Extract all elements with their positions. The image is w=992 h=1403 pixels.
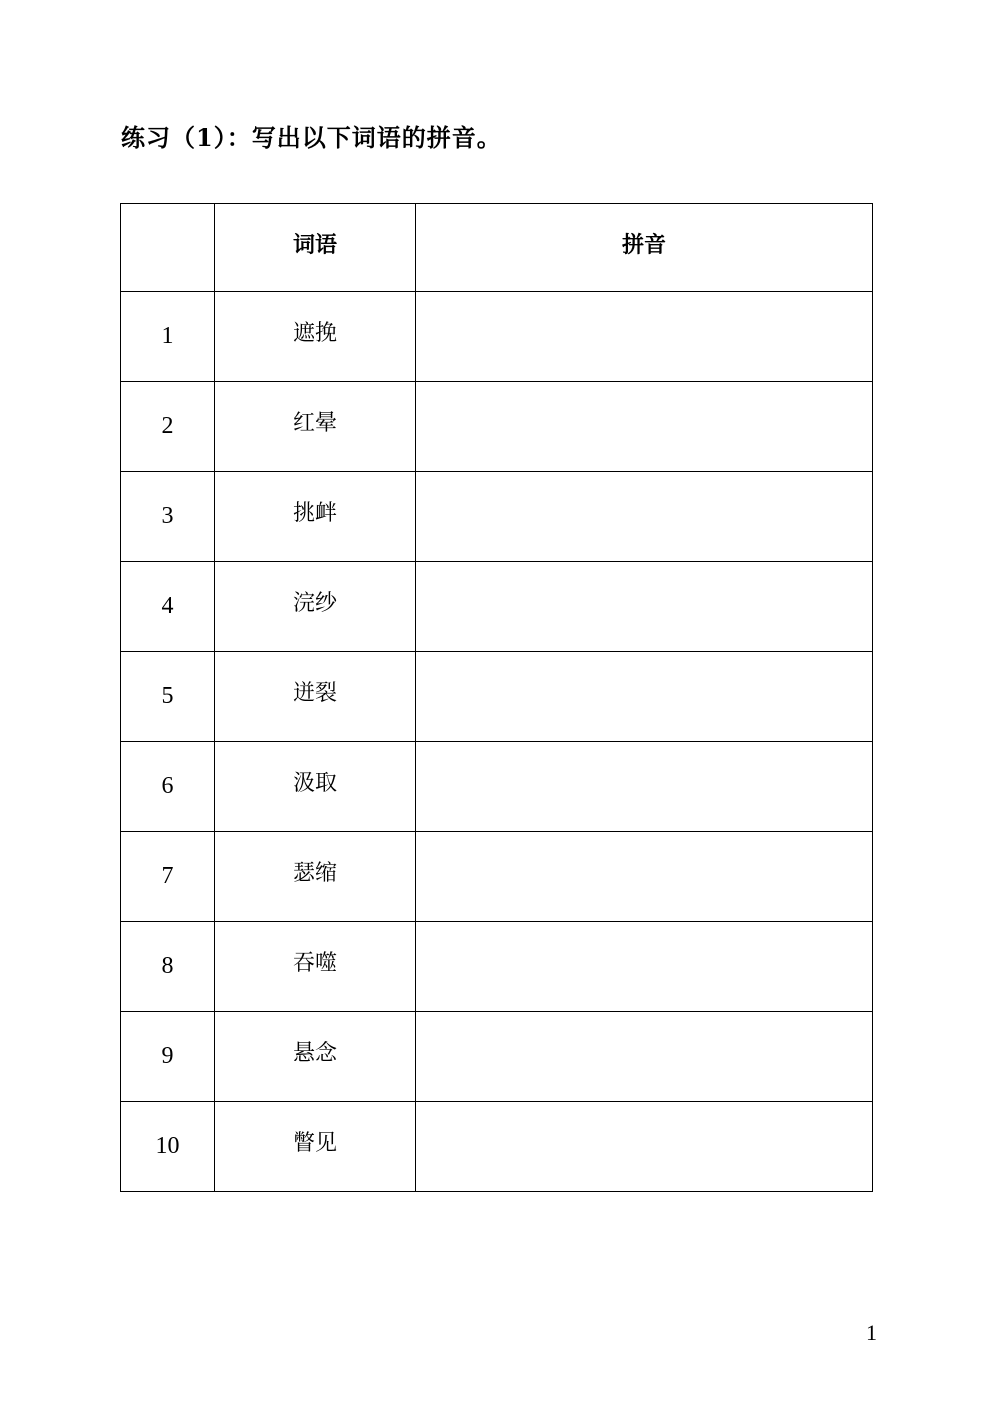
row-word: 迸裂 [215,652,416,742]
row-word: 瞥见 [215,1102,416,1192]
table-row [121,652,873,742]
row-pinyin-blank[interactable] [416,382,873,472]
row-number: 3 [121,472,215,562]
row-number: 9 [121,1012,215,1102]
table-row [121,292,873,382]
table-row [121,742,873,832]
page-number: 1 [866,1320,877,1345]
row-pinyin-blank[interactable] [416,472,873,562]
row-number: 1 [121,292,215,382]
row-number: 8 [121,922,215,1012]
row-number: 6 [121,742,215,832]
row-word: 挑衅 [215,472,416,562]
row-word: 汲取 [215,742,416,832]
header-pinyin: 拼音 [416,204,873,292]
row-pinyin-blank[interactable] [416,562,873,652]
pinyin-exercise-table [120,203,873,1192]
row-number: 4 [121,562,215,652]
row-word: 遮挽 [215,292,416,382]
row-number: 10 [121,1102,215,1192]
table-row [121,472,873,562]
row-word: 浣纱 [215,562,416,652]
header-word: 词语 [215,204,416,292]
table-row [121,562,873,652]
row-word: 红晕 [215,382,416,472]
table-row [121,922,873,1012]
row-word: 悬念 [215,1012,416,1102]
table-header-row [121,204,873,292]
row-pinyin-blank[interactable] [416,1102,873,1192]
exercise-title: 练习（1）：写出以下词语的拼音。 [121,123,502,152]
table-row [121,1102,873,1192]
table-row [121,832,873,922]
row-pinyin-blank[interactable] [416,742,873,832]
row-pinyin-blank[interactable] [416,1012,873,1102]
row-pinyin-blank[interactable] [416,832,873,922]
table-row [121,1012,873,1102]
header-number [121,204,215,292]
row-word: 瑟缩 [215,832,416,922]
row-number: 2 [121,382,215,472]
row-pinyin-blank[interactable] [416,292,873,382]
row-pinyin-blank[interactable] [416,652,873,742]
table-row [121,382,873,472]
row-number: 5 [121,652,215,742]
row-number: 7 [121,832,215,922]
row-word: 吞噬 [215,922,416,1012]
row-pinyin-blank[interactable] [416,922,873,1012]
